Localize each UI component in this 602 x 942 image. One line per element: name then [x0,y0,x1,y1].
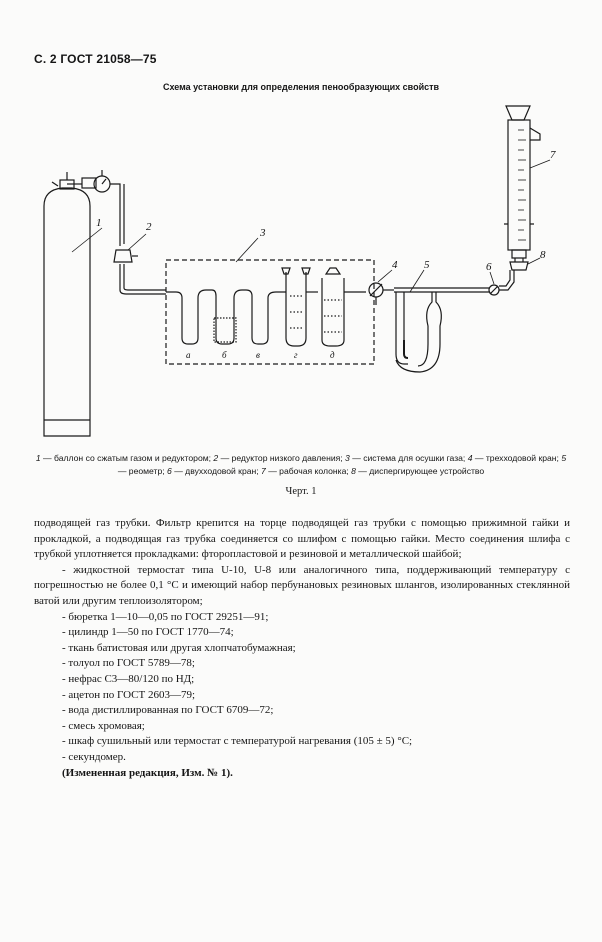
list-item-thermostat: - жидкостной термостат типа U-10, U-8 или аналогичного типа, поддерживающий температуру с погрешностью не более 0,1 °С и имеющий набор пербунановых резиновых шлангов, изолированных стеклянной ватой или другим теплоизолятором; [34,563,570,607]
list-item-nefras: - нефрас С3—80/120 по НД; [62,672,195,685]
trap-label-d: д [330,350,335,360]
working-column [504,106,540,250]
trap-label-g: г [294,350,298,360]
cylinder-reducer [67,170,124,246]
part-label-6: 6 [486,261,492,273]
paragraph-continuation: подводящей газ трубки. Фильтр крепится на торце подводящей газ трубки с помощью прижимной гайки и прокладкой, а подводящая газ трубка соединяется со шлифом с помощью гайки. Место соединения шлифа с трубкой уплотняется прокладками: фторопластовой и резиновой и металлической шайбой; [34,517,570,561]
list-item-burette: - бюретка 1—10—0,05 по ГОСТ 29251—91; [62,610,269,623]
legend-item-2: 2 — редуктор низкого давления; [213,453,346,463]
trap-labels [186,350,335,360]
part-label-8: 8 [540,249,546,261]
list-item-water: - вода дистиллированная по ГОСТ 6709—72; [62,704,274,717]
part-label-1: 1 [96,217,102,229]
figure-caption: Черт. 1 [285,486,317,497]
figure-legend [34,452,568,477]
legend-item-4: 4 — трехходовой кран; [467,453,562,463]
amendment-note: (Измененная редакция, Изм. № 1). [62,766,233,779]
part-label-7: 7 [550,149,556,161]
diagram-title: Схема установки для определения пенообразующих свойств [162,82,440,92]
part-label-3: 3 [260,227,266,239]
rheometer [394,288,490,372]
trap-label-v: в [256,350,260,360]
body-text [34,516,570,781]
legend-item-1: 1 — баллон со сжатым газом и редуктором; [35,453,214,463]
list-item-fabric: - ткань батистовая или другая хлопчатобумажная; [62,641,296,654]
trap-label-b: б [222,350,227,360]
list-item-drying-oven: - шкаф сушильный или термостат с температурой нагревания (105 ± 5) °С; [62,735,413,748]
gas-cylinder [44,172,90,436]
drying-system-frame [166,260,374,364]
list-item-chromic-mixture: - смесь хромовая; [62,719,145,732]
legend-item-6: 6 — двухходовой кран; [167,465,262,476]
legend-item-5: 5 — реометр; [117,453,567,476]
part-label-2: 2 [146,221,152,233]
list-item-acetone: - ацетон по ГОСТ 2603—79; [62,688,196,701]
list-item-stopwatch: - секундомер. [62,750,126,763]
apparatus-diagram [0,0,602,450]
legend-item-8: 8 — диспергирующее устройство [351,465,485,476]
two-way-valve [489,270,514,295]
list-item-cylinder: - цилиндр 1—50 по ГОСТ 1770—74; [62,626,234,639]
part-label-4: 4 [392,259,398,271]
three-way-valve [369,283,394,305]
trap-label-a: а [186,350,191,360]
dispersing-device [510,250,528,270]
drying-traps [166,268,366,346]
running-head: С. 2 ГОСТ 21058—75 [34,52,157,66]
list-item-toluene: - толуол по ГОСТ 5789—78; [62,657,195,670]
low-pressure-regulator [114,250,166,294]
legend-item-7: 7 — рабочая колонка; [261,465,352,476]
part-label-5: 5 [424,259,430,271]
part-labels [96,149,556,273]
legend-item-3: 3 — система для осушки газа; [345,453,468,463]
